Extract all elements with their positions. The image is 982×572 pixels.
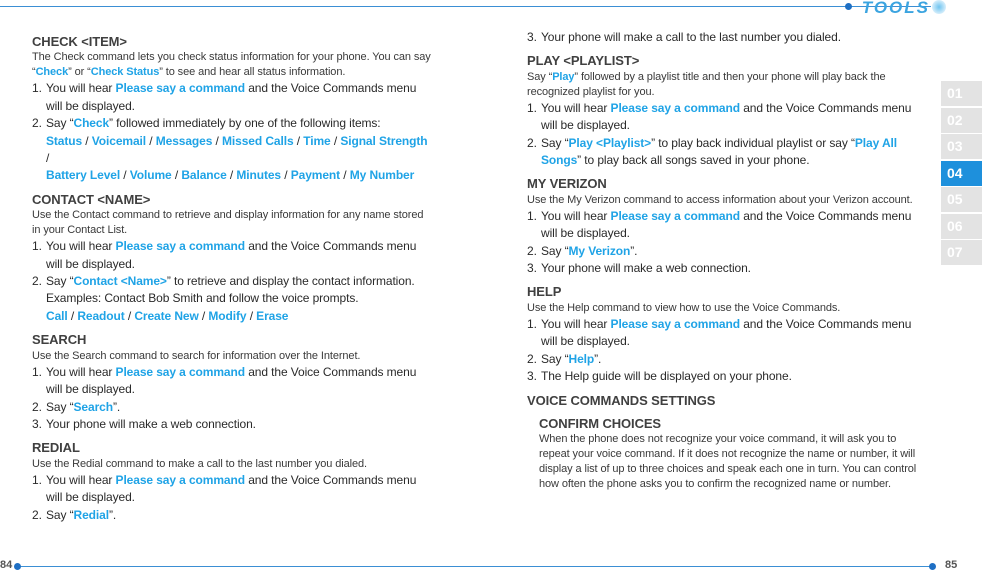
chapter-tab-03[interactable]: 03: [941, 134, 982, 159]
redial-steps: [32, 472, 432, 524]
step-number: 2.: [32, 274, 42, 289]
keyword-search: Search: [73, 399, 113, 414]
step: [527, 260, 927, 277]
keyword-my-verizon: My Verizon: [568, 243, 631, 258]
keyword-please-say: Please say a command: [115, 364, 245, 379]
step-text: You will hear: [46, 364, 116, 379]
step: [527, 29, 927, 46]
step-text: and the Voice Commands menu will be displayed.: [541, 316, 912, 349]
step-number: 2.: [32, 116, 42, 131]
chapter-tab-01[interactable]: 01: [941, 81, 982, 106]
chapter-tabs: [941, 81, 982, 267]
confirm-choices-heading: CONFIRM CHOICES: [539, 415, 662, 431]
separator: /: [146, 133, 156, 148]
keyword-help: Help: [568, 351, 595, 366]
glow-icon: [932, 0, 946, 14]
step-text: Your phone will make a web connection.: [46, 416, 256, 431]
separator: /: [340, 168, 350, 183]
separator: /: [198, 308, 209, 323]
separator: /: [246, 308, 257, 323]
contact-heading: CONTACT <NAME>: [32, 191, 151, 207]
step-text: Say “: [541, 135, 569, 150]
help-heading: HELP: [527, 284, 562, 300]
step-number: 2.: [32, 507, 42, 522]
step-text: and the Voice Commands menu will be displayed.: [46, 472, 417, 505]
check-item-missed-calls: Missed Calls: [222, 133, 294, 148]
chapter-tab-07[interactable]: 07: [941, 240, 982, 265]
step-text: ” to play back individual playlist or say “: [651, 135, 855, 150]
keyword-please-say: Please say a command: [115, 239, 245, 254]
quote: “: [32, 66, 36, 79]
myverizon-heading: MY VERIZON: [527, 176, 607, 192]
step-text: You will hear: [46, 81, 116, 96]
contact-option-call: Call: [46, 308, 68, 323]
step: [32, 115, 432, 132]
step-number: 1.: [32, 239, 42, 254]
keyword-check: Check: [35, 66, 69, 79]
check-items-line2: [32, 167, 432, 184]
play-desc: [527, 70, 927, 100]
check-item-messages: Messages: [155, 133, 213, 148]
redial-desc: Use the Redial command to make a call to the last number you dialed.: [32, 457, 367, 470]
redial-steps-cont: [527, 29, 927, 46]
play-heading: PLAY <PLAYLIST>: [527, 53, 640, 69]
step-text: Say “: [46, 507, 74, 522]
check-item-volume: Volume: [129, 168, 172, 183]
bottom-rule: [18, 566, 491, 567]
separator: /: [212, 133, 223, 148]
step-text: Say “: [46, 274, 74, 289]
keyword-please-say: Please say a command: [610, 316, 740, 331]
right-column: [527, 29, 927, 492]
step-text: You will hear: [541, 208, 611, 223]
check-item-signal-strength: Signal Strength: [340, 133, 428, 148]
keyword-please-say: Please say a command: [115, 81, 245, 96]
step-number: 3.: [32, 416, 42, 431]
desc-text: Say “: [527, 70, 553, 83]
step-number: 1.: [32, 81, 42, 96]
step: [32, 80, 432, 115]
page-number-right: 85: [945, 559, 958, 571]
check-heading: CHECK <ITEM>: [32, 34, 127, 49]
search-steps: [32, 364, 432, 434]
separator: /: [120, 168, 130, 183]
step: [527, 243, 927, 260]
step-text: ” followed immediately by one of the following items:: [109, 116, 381, 131]
check-item-payment: Payment: [290, 168, 341, 183]
contact-option-readout: Readout: [77, 308, 125, 323]
step-text: and the Voice Commands menu will be displayed.: [46, 364, 417, 397]
step-text: and the Voice Commands menu will be displayed.: [541, 208, 912, 241]
search-heading: SEARCH: [32, 332, 87, 348]
help-desc: Use the Help command to view how to use the Voice Commands.: [527, 301, 841, 314]
contact-option-erase: Erase: [256, 308, 289, 323]
step-text: ” to retrieve and display the contact information.: [166, 274, 415, 289]
desc-text: ” to see and hear all status information.: [159, 66, 346, 79]
step-number: 1.: [32, 364, 42, 379]
step: [32, 273, 432, 290]
keyword-contact-name: Contact <Name>: [73, 274, 167, 289]
right-page: [491, 0, 982, 572]
step-text: and the Voice Commands menu will be displayed.: [46, 81, 417, 113]
separator: /: [226, 168, 237, 183]
myverizon-desc: Use the My Verizon command to access information about your Verizon account.: [527, 193, 913, 206]
help-steps: [527, 316, 927, 386]
step-text: and the Voice Commands menu will be displayed.: [46, 239, 417, 271]
keyword-please-say: Please say a command: [610, 100, 740, 115]
check-steps: [32, 80, 432, 132]
step-number: 1.: [32, 472, 42, 487]
separator: /: [330, 133, 341, 148]
page-number-left: 84: [0, 559, 13, 571]
separator: /: [293, 133, 304, 148]
play-steps: [527, 100, 927, 170]
step-number: 2.: [527, 243, 537, 258]
step-number: 1.: [527, 208, 537, 223]
step: [32, 364, 432, 399]
myverizon-steps: [527, 208, 927, 278]
separator: /: [171, 168, 182, 183]
step-number: 1.: [527, 100, 537, 115]
step: [527, 100, 927, 135]
step: [527, 351, 927, 368]
separator: /: [46, 151, 50, 166]
left-column: [32, 29, 432, 524]
contact-option-modify: Modify: [208, 308, 247, 323]
section-title: TOOLS: [861, 0, 930, 17]
step: [32, 238, 432, 273]
step-text: The Help guide will be displayed on your phone.: [541, 369, 792, 384]
bottom-rule-dot: [929, 563, 936, 570]
check-item-battery-level: Battery Level: [46, 168, 121, 183]
check-item-time: Time: [303, 133, 331, 148]
contact-example: Examples: Contact Bob Smith and follow the voice prompts.: [46, 291, 359, 306]
keyword-play: Play: [552, 70, 575, 83]
redial-heading: REDIAL: [32, 440, 80, 456]
desc-text: ” or “: [68, 66, 91, 79]
contact-options: [32, 308, 432, 325]
step-text: You will hear: [541, 100, 611, 115]
step-text: Say “: [46, 116, 74, 131]
step-text: You will hear: [46, 472, 116, 487]
keyword-check-status: Check Status: [90, 66, 160, 79]
keyword-please-say: Please say a command: [610, 208, 740, 223]
chapter-tab-06[interactable]: 06: [941, 214, 982, 239]
step-number: 2.: [527, 135, 537, 150]
settings-heading: VOICE COMMANDS SETTINGS: [527, 392, 716, 408]
separator: /: [124, 308, 135, 323]
check-item-balance: Balance: [181, 168, 227, 183]
separator: /: [281, 168, 291, 183]
step-text: ”.: [630, 243, 638, 258]
check-items-line1: [32, 133, 432, 168]
keyword-check: Check: [73, 116, 110, 131]
contact-option-create-new: Create New: [134, 308, 199, 323]
step-number: 1.: [527, 316, 537, 331]
check-desc: [32, 50, 432, 80]
separator: /: [82, 133, 92, 148]
check-item-voicemail: Voicemail: [91, 133, 147, 148]
step-number: 3.: [527, 30, 537, 44]
top-rule: [0, 6, 491, 7]
separator: /: [67, 308, 78, 323]
step-text: Say “: [541, 351, 569, 366]
step-text: Say “: [46, 399, 74, 414]
step: [527, 316, 927, 351]
chapter-tab-02[interactable]: 02: [941, 108, 982, 133]
step-number: 3.: [527, 261, 537, 276]
check-item-minutes: Minutes: [236, 168, 282, 183]
keyword-redial: Redial: [73, 507, 109, 522]
check-desc-text: The Check command lets you check status information for your phone. You can say: [32, 51, 431, 64]
step-text: ”.: [112, 399, 121, 414]
step-text: Your phone will make a call to the last number you dialed.: [541, 30, 841, 44]
step: [32, 472, 432, 507]
step-text: You will hear: [541, 316, 611, 331]
chapter-tab-04[interactable]: 04: [941, 161, 982, 186]
step-text: ”.: [594, 351, 602, 366]
desc-text: ” followed by a playlist title and then your phone will play back the recognized playlist for you.: [527, 70, 886, 98]
search-desc: Use the Search command to search for information over the Internet.: [32, 349, 361, 362]
top-rule-dot: [845, 3, 852, 10]
step-text: ”.: [108, 507, 117, 522]
step-number: 2.: [527, 351, 537, 366]
keyword-play-all-songs: Play All Songs: [541, 135, 897, 168]
chapter-tab-05[interactable]: 05: [941, 187, 982, 212]
step-text: Say “: [541, 243, 569, 258]
step-number: 2.: [32, 399, 42, 414]
step-text: You will hear: [46, 239, 116, 254]
step: [527, 368, 927, 385]
contact-steps: [32, 238, 432, 290]
step: [527, 135, 927, 170]
step-number: 3.: [527, 369, 537, 384]
step-text: Your phone will make a web connection.: [541, 261, 751, 276]
bottom-rule: [491, 566, 933, 567]
step: [32, 399, 432, 416]
check-item-status: Status: [46, 133, 83, 148]
contact-desc: Use the Contact command to retrieve and display information for any name stored in your Contact List.: [32, 209, 424, 237]
step: [32, 507, 432, 524]
step-text: and the Voice Commands menu will be displayed.: [541, 100, 912, 133]
bottom-rule-dot: [14, 563, 21, 570]
step: [32, 416, 432, 433]
keyword-please-say: Please say a command: [115, 472, 245, 487]
confirm-choices-desc: When the phone does not recognize your voice command, it will ask you to repeat your voice command. If it does not recognize the name or number, it will display a list of up to three choices and speak each one in turn. You can control how often the phone asks you to confirm the recognized name or number.: [539, 433, 917, 491]
check-item-my-number: My Number: [349, 168, 415, 183]
step: [527, 208, 927, 243]
keyword-play-playlist: Play <Playlist>: [568, 135, 652, 150]
step-text: ” to play back all songs saved in your phone.: [577, 153, 810, 168]
